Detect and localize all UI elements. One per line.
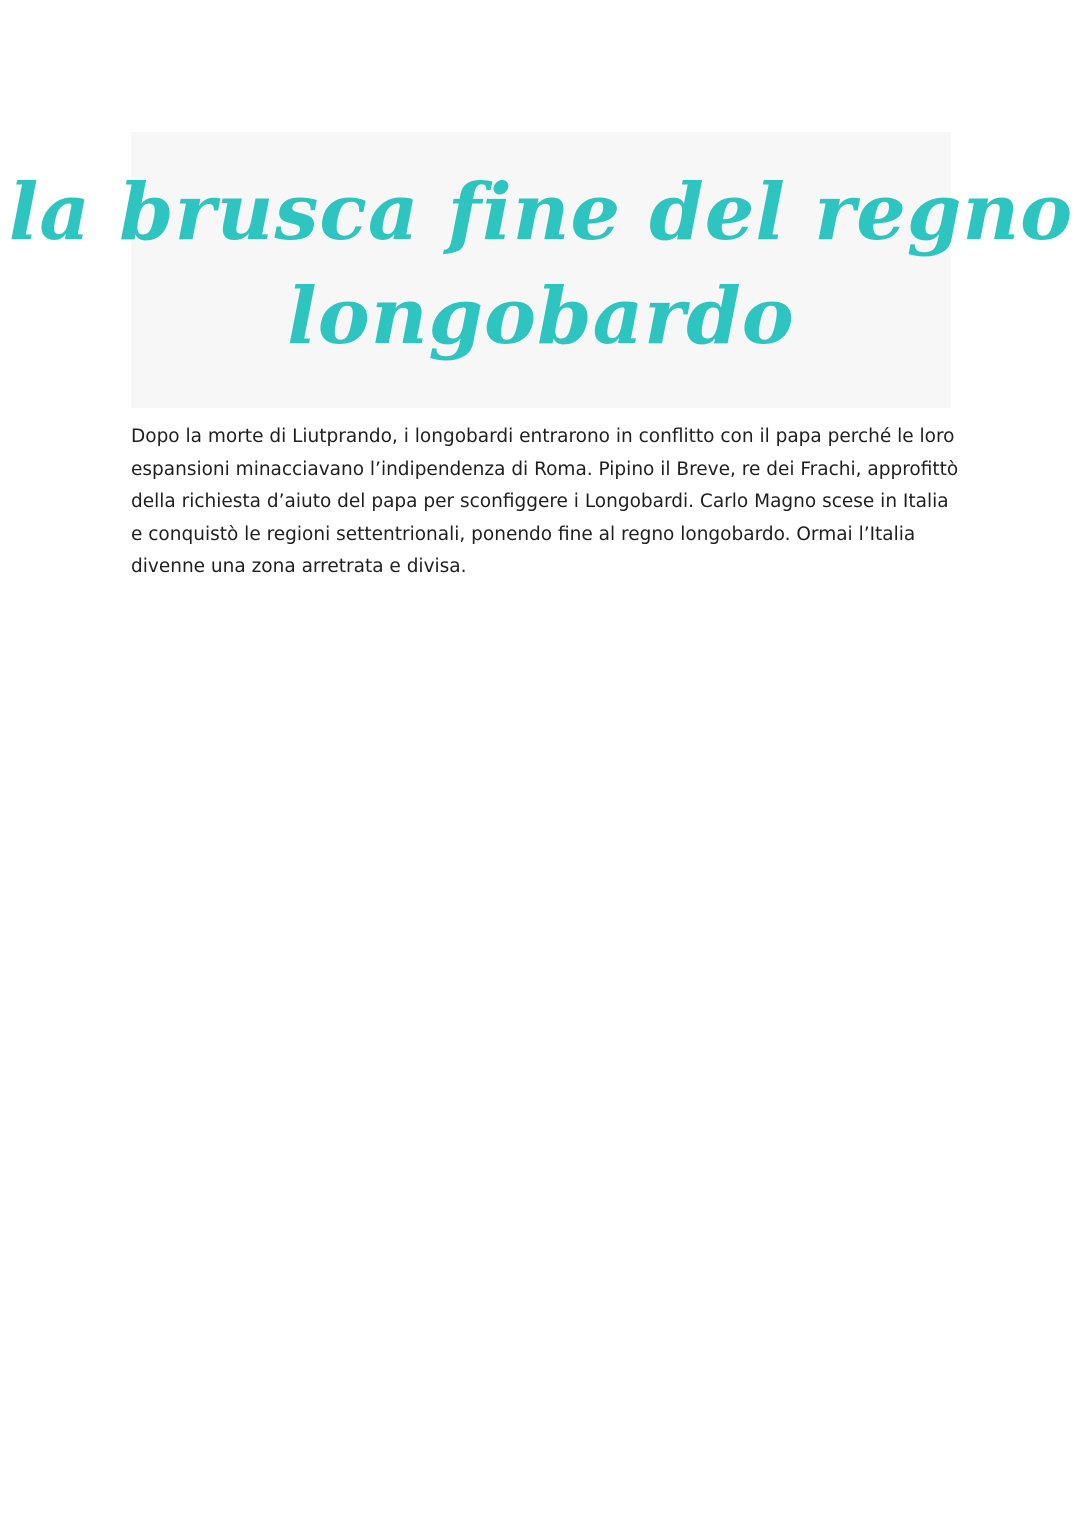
body-paragraph: Dopo la morte di Liutprando, i longobardi entrarono in conflitto con il papa perché le loro espansioni minacciavano l’indipendenza di Roma. Pipino il Breve, re dei Frachi, approfittò della richiesta d’aiuto del papa per sconfiggere i Longobardi. Carlo Magno scese in Italia e conquistò le regioni settentrionali, ponendo fine al regno longobardo. Ormai l’Italia divenne una zona arretrata e divisa. [131, 426, 959, 577]
page-title-line-1: la brusca fine del regno [8, 167, 1074, 258]
page-title-line-2: longobardo [287, 271, 795, 362]
title-banner [8, 132, 1074, 408]
